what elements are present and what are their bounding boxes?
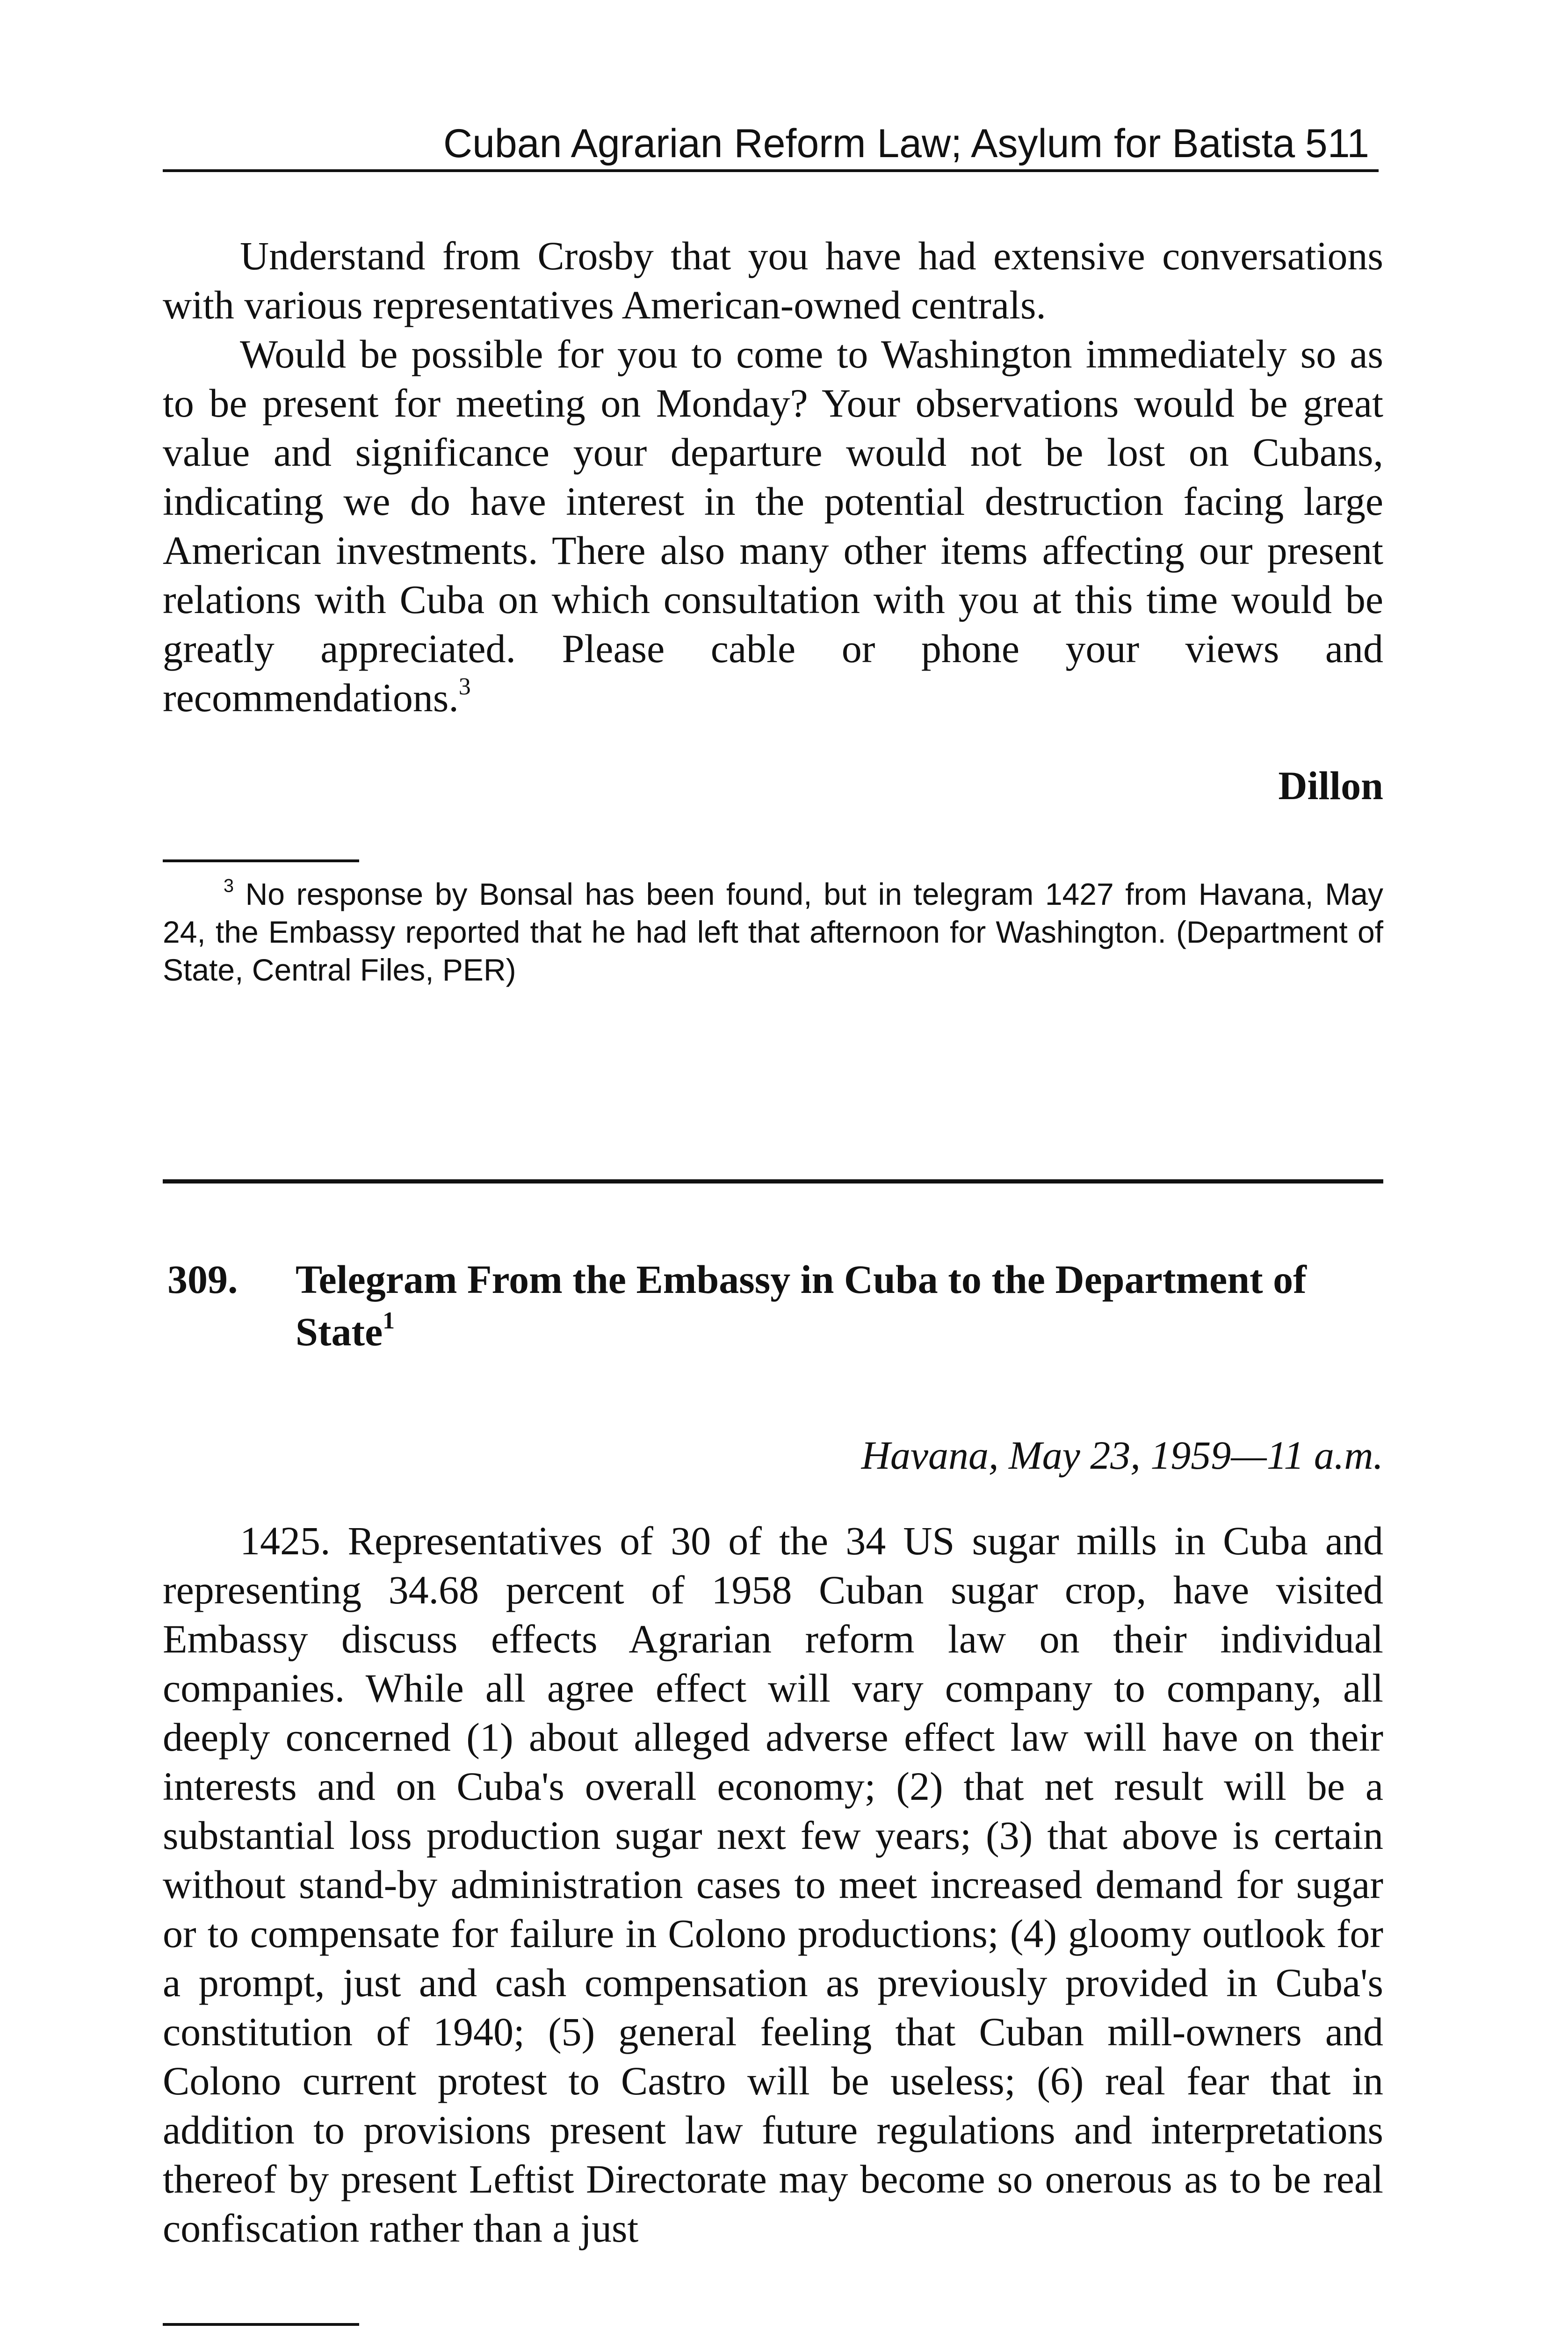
footnote-reference: 3 — [458, 673, 471, 700]
body-paragraph-1: Understand from Crosby that you have had extensive conversations with various representatives American-owned centrals. — [163, 233, 1383, 327]
running-header-title: Cuban Agrarian Reform Law; Asylum for Batista — [443, 121, 1295, 166]
footnote-marker: 3 — [224, 875, 234, 896]
signature: Dillon — [1278, 763, 1383, 808]
document-title: Telegram From the Embassy in Cuba to the Department of State$^1$ — [296, 1257, 1307, 1354]
footnote-3: $^3$ No response by Bonsal has been found, but in telegram 1427 from Havana, May 24, the Embassy reported that he had left that afternoon for Washington. (Department of State, Central Files, PER) — [163, 875, 1384, 987]
dateline: Havana, May 23, 1959—11 a.m. — [861, 1433, 1383, 1478]
document-number: 309. — [167, 1257, 238, 1302]
page-number: 511 — [1305, 121, 1369, 166]
title-footnote-reference: 1 — [383, 1307, 395, 1334]
document-separator — [163, 1179, 1383, 1183]
telegram-body: 1425. Representatives of 30 of the 34 US sugar mills in Cuba and representing 34.68 percent of 1958 Cuban sugar crop, have visited Embassy discuss effects Agrarian reform law on their individual companies. While all agree effect will vary company to company, all deeply concerned (1) about alleged adverse effect law will have on their interests and on Cuba's overall economy; (2) that net result will be a substantial loss production sugar next few years; (3) that above is certain without stand-by administration cases to meet increased demand for sugar or to compensate for failure in Colono productions; (4) gloomy outlook for a prompt, just and cash compensation as previously provided in Cuba's constitution of 1940; (5) general feeling that Cuban mill-owners and Colono current protest to Castro will be useless; (6) real fear that in addition to provisions present law future regulations and interpretations thereof by present Leftist Directorate may become so onerous as to be real confiscation rather than a just — [163, 1518, 1383, 2251]
footnote-rule — [163, 2323, 359, 2326]
footnote-rule — [163, 859, 359, 862]
running-header — [163, 118, 1379, 172]
body-paragraph-2: Would be possible for you to come to Washington immediately so as to be present for meeting on Monday? Your observations would be great value and significance your departure would not be lost on Cubans, indicating we do have interest in the potential destruction facing large American investments. There also many other items affecting our present relations with Cuba on which consultation with you at this time would be greatly appreciated. Please cable or phone your views and recommendations.$^3$ — [163, 332, 1383, 720]
